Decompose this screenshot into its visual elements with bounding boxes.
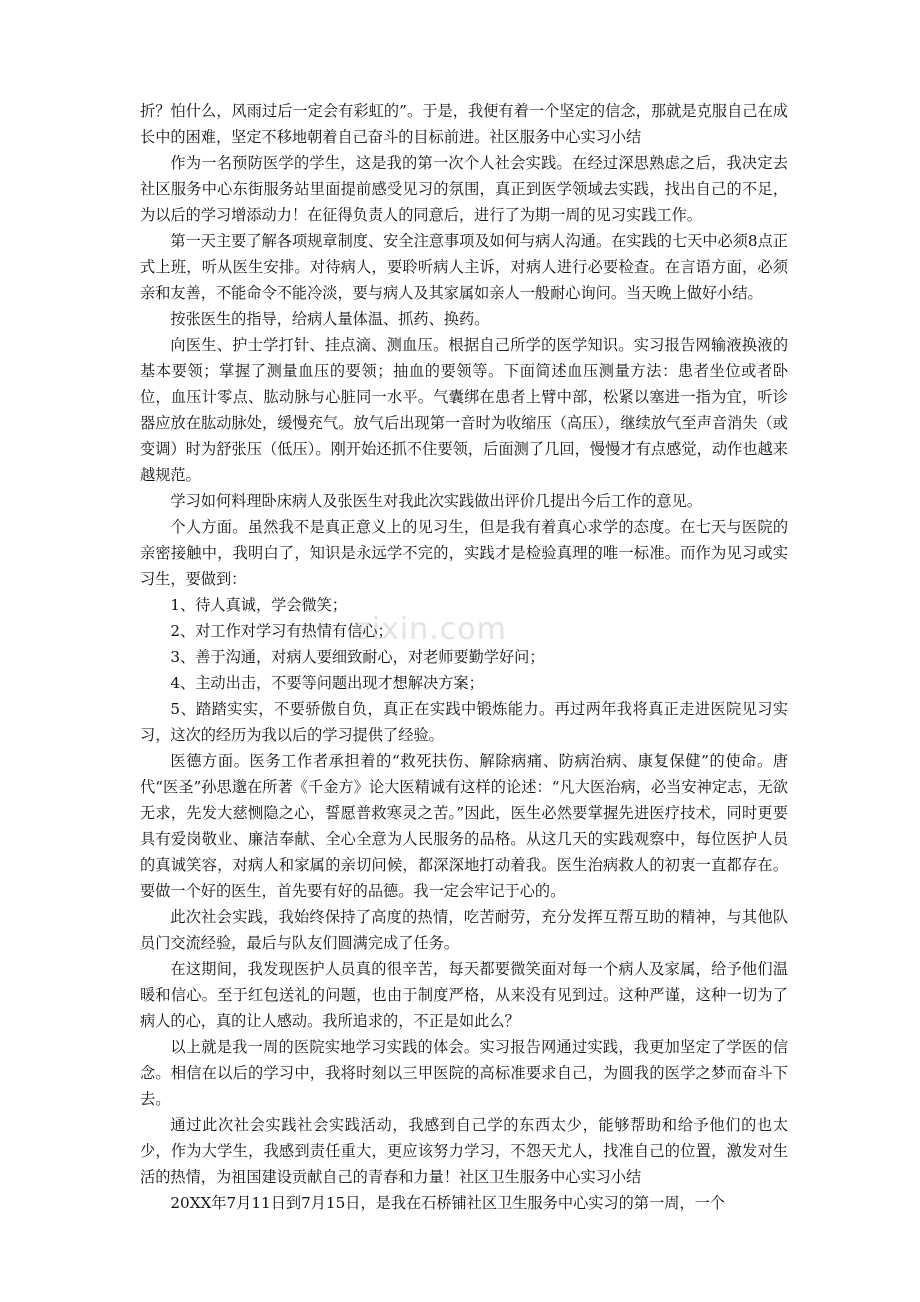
paragraph: 20XX年7月11日到7月15日，是我在石桥铺社区卫生服务中心实习的第一周，一个 <box>170 1194 725 1212</box>
paragraph: 学习如何料理卧床病人及张医生对我此次实践做出评价几提出今后工作的意见。 <box>170 492 702 510</box>
paragraph: 作为一名预防医学的学生，这是我的第一次个人社会实践。在经过深思熟虑之后，我决定去社区服务中心东街服务站里面提前感受见习的氛围，真正到医学领域去实践，找出自己的不足，为以后的学习增添动力！在征得负责人的同意后，进行了为期一周的见习实践工作。 <box>140 154 788 224</box>
paragraph: 1、待人真诚，学会微笑； <box>170 596 348 614</box>
paragraph: 4、主动出击，不要等问题出现才想解决方案； <box>170 674 484 692</box>
paragraph: 2、对工作对学习有热情有信心； <box>170 622 393 640</box>
paragraph: 通过此次社会实践社会实践活动，我感到自己学的东西太少，能够帮助和给予他们的也太少，作为大学生，我感到责任重大，更应该努力学习，不怨天尤人，找准自己的位置，激发对生活的热情，为祖国建设贡献自己的青春和力量！社区卫生服务中心实习小结 <box>140 1116 788 1186</box>
watermark-text: zixin.com <box>355 612 507 647</box>
paragraph: 折？怕什么，风雨过后一定会有彩虹的”。于是，我便有着一个坚定的信念，那就是克服自己在成长中的困难，坚定不移地朝着自己奋斗的目标前进。社区服务中心实习小结 <box>140 102 788 146</box>
document-body <box>140 98 788 1216</box>
paragraph: 5、踏踏实实，不要骄傲自负，真正在实践中锻炼能力。再过两年我将真正走进医院见习实习，这次的经历为我以后的学习提供了经验。 <box>140 700 788 744</box>
paragraph: 个人方面。虽然我不是真正意义上的见习生，但是我有着真心求学的态度。在七天与医院的亲密接触中，我明白了，知识是永远学不完的，实践才是检验真理的唯一标准。而作为见习或实习生，要做到： <box>140 518 788 588</box>
paragraph: 以上就是我一周的医院实地学习实践的体会。实习报告网通过实践，我更加坚定了学医的信念。相信在以后的学习中，我将时刻以三甲医院的高标准要求自己，为圆我的医学之梦而奋斗下去。 <box>140 1038 788 1108</box>
paragraph: 此次社会实践，我始终保持了高度的热情，吃苦耐劳，充分发挥互帮互助的精神，与其他队员门交流经验，最后与队友们圆满完成了任务。 <box>140 908 788 952</box>
paragraph: 3、善于沟通，对病人要细致耐心，对老师要勤学好问； <box>170 648 545 666</box>
paragraph: 医德方面。医务工作者承担着的“救死扶伤、解除病痛、防病治病、康复保健”的使命。唐代“医圣”孙思邈在所著《千金方》论大医精诚有这样的论述：“凡大医治病，必当安神定志，无欲无求，先发大慈恻隐之心，誓愿普救寒灵之苦。”因此，医生必然要掌握先进医疗技术，同时更要具有爱岗敬业、廉洁奉献、全心全意为人民服务的品格。从这几天的实践观察中，每位医护人员的真诚笑容，对病人和家属的亲切问候，都深深地打动着我。医生治病救人的初衷一直都存在。要做一个好的医生，首先要有好的品德。我一定会牢记于心的。 <box>140 752 788 900</box>
paragraph: 第一天主要了解各项规章制度、安全注意事项及如何与病人沟通。在实践的七天中必须8点正式上班，听从医生安排。对待病人，要聆听病人主诉，对病人进行必要检查。在言语方面，必须亲和友善，不能命令不能冷淡，要与病人及其家属如亲人一般耐心询问。当天晚上做好小结。 <box>140 232 788 302</box>
paragraph: 向医生、护士学打针、挂点滴、测血压。根据自己所学的医学知识。实习报告网输液换液的基本要领；掌握了测量血压的要领；抽血的要领等。下面简述血压测量方法：患者坐位或者卧位，血压计零点、肱动脉与心脏同一水平。气囊绑在患者上臂中部，松紧以塞进一指为宜，听诊器应放在肱动脉处，缓慢充气。放气后出现第一音时为收缩压（高压），继续放气至声音消失（或变调）时为舒张压（低压）。刚开始还抓不住要领，后面测了几回，慢慢才有点感觉，动作也越来越规范。 <box>140 336 788 484</box>
paragraph: 在这期间，我发现医护人员真的很辛苦，每天都要微笑面对每一个病人及家属，给予他们温暖和信心。至于红包送礼的问题，也由于制度严格，从来没有见到过。这种严谨，这种一切为了病人的心，真的让人感动。我所追求的，不正是如此么？ <box>140 960 788 1030</box>
paragraph: 按张医生的指导，给病人量体温、抓药、换药。 <box>170 310 490 328</box>
